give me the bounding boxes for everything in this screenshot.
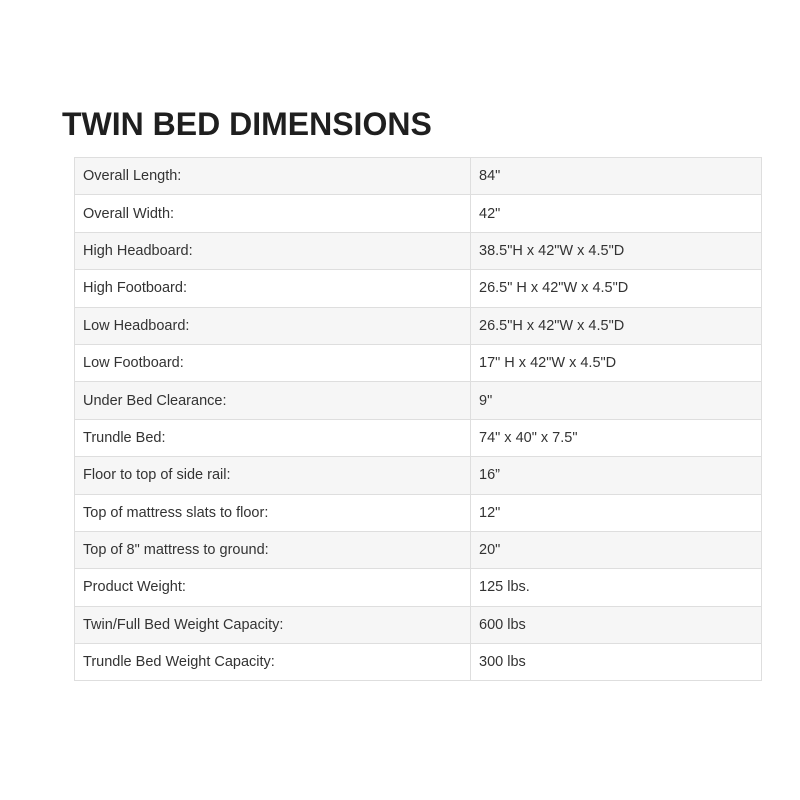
row-value: 300 lbs <box>471 644 762 681</box>
table-row <box>75 644 762 681</box>
row-value: 20" <box>471 531 762 568</box>
row-value: 17" H x 42"W x 4.5"D <box>471 344 762 381</box>
row-value: 600 lbs <box>471 606 762 643</box>
table-row <box>75 158 762 195</box>
row-value: 38.5"H x 42"W x 4.5"D <box>471 232 762 269</box>
row-value: 74" x 40" x 7.5" <box>471 419 762 456</box>
row-label: High Headboard: <box>75 232 471 269</box>
row-value: 42" <box>471 195 762 232</box>
table-row <box>75 419 762 456</box>
dimensions-table <box>74 157 762 681</box>
row-label: Overall Width: <box>75 195 471 232</box>
row-label: Low Footboard: <box>75 344 471 381</box>
table-row <box>75 494 762 531</box>
row-label: Top of 8" mattress to ground: <box>75 531 471 568</box>
row-label: High Footboard: <box>75 270 471 307</box>
row-value: 26.5" H x 42"W x 4.5"D <box>471 270 762 307</box>
row-value: 16” <box>471 457 762 494</box>
row-value: 26.5"H x 42"W x 4.5"D <box>471 307 762 344</box>
row-label: Under Bed Clearance: <box>75 382 471 419</box>
table-row <box>75 344 762 381</box>
row-value: 12" <box>471 494 762 531</box>
table-row <box>75 232 762 269</box>
row-label: Top of mattress slats to floor: <box>75 494 471 531</box>
row-label: Floor to top of side rail: <box>75 457 471 494</box>
row-label: Product Weight: <box>75 569 471 606</box>
row-value: 84" <box>471 158 762 195</box>
row-value: 125 lbs. <box>471 569 762 606</box>
dimensions-table-body <box>75 158 762 681</box>
table-row <box>75 531 762 568</box>
page-title: TWIN BED DIMENSIONS <box>62 106 432 142</box>
table-row <box>75 307 762 344</box>
table-row <box>75 457 762 494</box>
row-value: 9" <box>471 382 762 419</box>
table-row <box>75 606 762 643</box>
row-label: Low Headboard: <box>75 307 471 344</box>
row-label: Trundle Bed: <box>75 419 471 456</box>
row-label: Overall Length: <box>75 158 471 195</box>
row-label: Trundle Bed Weight Capacity: <box>75 644 471 681</box>
table-row <box>75 270 762 307</box>
table-row <box>75 382 762 419</box>
table-row <box>75 569 762 606</box>
row-label: Twin/Full Bed Weight Capacity: <box>75 606 471 643</box>
table-row <box>75 195 762 232</box>
